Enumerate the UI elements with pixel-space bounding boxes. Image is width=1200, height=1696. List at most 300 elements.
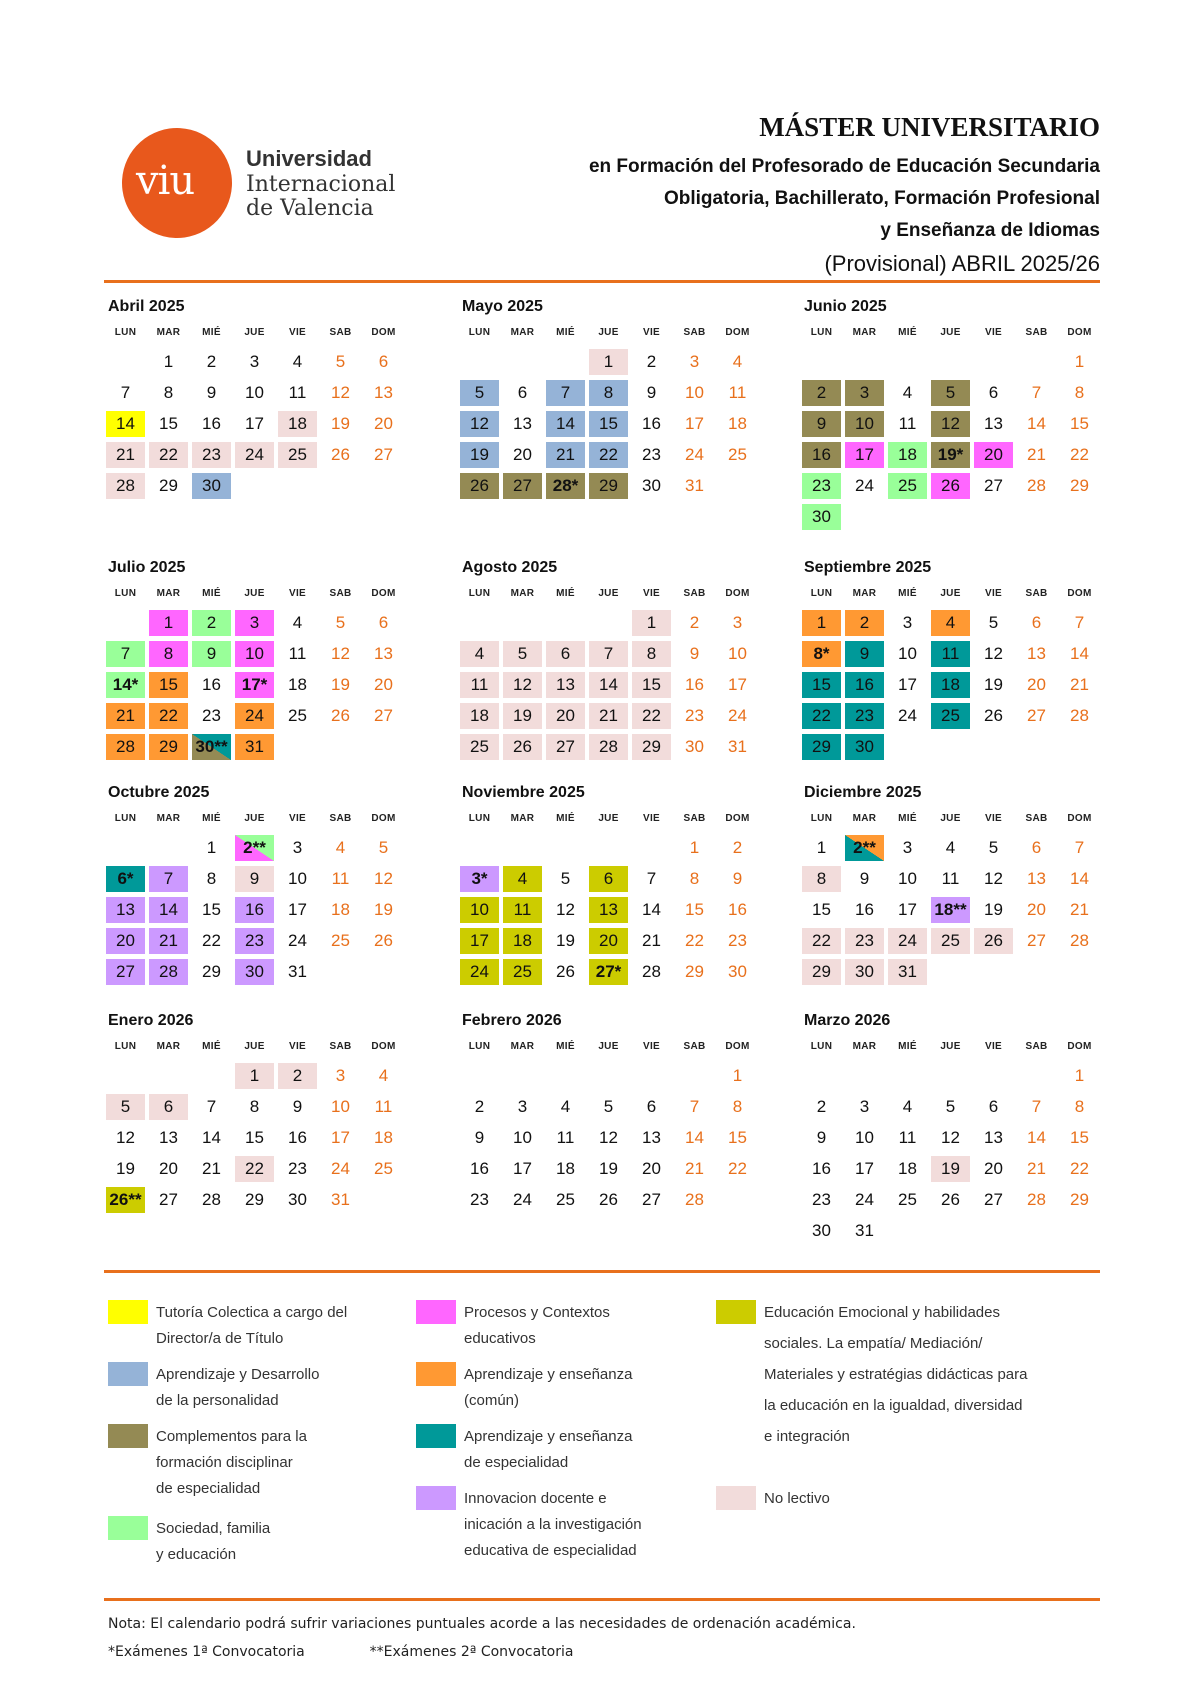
- day-number: 25: [503, 959, 542, 985]
- day-cell: [716, 377, 759, 408]
- day-cell: [458, 894, 501, 925]
- day-number: 9: [646, 382, 657, 402]
- legend-label: Aprendizaje y Desarrollo de la personalidad: [156, 1366, 320, 1409]
- day-cell: [587, 700, 630, 731]
- day-number: 24: [728, 705, 747, 725]
- day-cell: [929, 894, 972, 925]
- day-number: 6: [988, 1096, 999, 1116]
- day-number: 10: [235, 641, 274, 667]
- day-cell: [544, 1153, 587, 1184]
- legend-label: Aprendizaje y enseñanza de especialidad: [464, 1428, 633, 1471]
- day-number: 22: [1070, 444, 1089, 464]
- day-cell: [1015, 377, 1058, 408]
- week-row: [800, 1184, 1130, 1215]
- day-cell: [886, 439, 929, 470]
- day-cell: [501, 956, 544, 987]
- day-number: 23: [728, 930, 747, 950]
- day-number: 23: [812, 1189, 831, 1209]
- day-number: 23: [470, 1189, 489, 1209]
- day-number: 8: [1074, 382, 1085, 402]
- day-number: 2**: [845, 835, 884, 861]
- day-cell: [319, 439, 362, 470]
- day-cell: [319, 1091, 362, 1122]
- day-number: 28: [1027, 1189, 1046, 1209]
- day-number: 11: [503, 897, 542, 923]
- month-2: [800, 296, 1130, 532]
- day-number: 25: [556, 1189, 575, 1209]
- day-number: 5: [378, 837, 389, 857]
- day-number: 13: [589, 897, 628, 923]
- day-cell: [972, 700, 1015, 731]
- day-cell: [319, 731, 362, 762]
- day-cell: [147, 638, 190, 669]
- day-cell: [1015, 1153, 1058, 1184]
- day-cell: [587, 1153, 630, 1184]
- week-row: [800, 925, 1130, 956]
- legend-label: Tutoría Colectica a cargo del Director/a de Título: [156, 1304, 348, 1347]
- day-number: 23: [642, 444, 661, 464]
- week-row: [458, 470, 788, 501]
- day-cell: [276, 470, 319, 501]
- day-cell: [190, 1091, 233, 1122]
- day-number: 6: [1031, 837, 1042, 857]
- day-number: 4: [378, 1065, 389, 1085]
- week-row: [458, 439, 788, 470]
- day-number: 4: [292, 351, 303, 371]
- day-number: 4: [560, 1096, 571, 1116]
- day-cell: [233, 925, 276, 956]
- week-row: [458, 1184, 788, 1215]
- day-cell: [886, 501, 929, 532]
- day-cell: [544, 1122, 587, 1153]
- day-cell: [362, 1091, 405, 1122]
- exam-notes: [108, 1638, 856, 1666]
- day-number: 9: [192, 641, 231, 667]
- weekday-header: [458, 1032, 788, 1060]
- day-cell: [362, 408, 405, 439]
- month-name: Mayo 2025: [462, 298, 543, 315]
- day-number: 3: [335, 1065, 346, 1085]
- day-cell: [190, 894, 233, 925]
- day-cell: [319, 346, 362, 377]
- week-row: [800, 470, 1130, 501]
- day-cell: [673, 669, 716, 700]
- day-number: 5: [603, 1096, 614, 1116]
- day-cell: [886, 863, 929, 894]
- day-cell: [1015, 1060, 1058, 1091]
- day-number: 27: [984, 475, 1003, 495]
- weekday-header: [458, 579, 788, 607]
- university-logo: [122, 128, 396, 240]
- day-number: 20: [642, 1158, 661, 1178]
- day-cell: [972, 956, 1015, 987]
- day-number: 26: [941, 1189, 960, 1209]
- weekday-label: MIÉ: [202, 1040, 221, 1052]
- day-number: 2: [732, 837, 743, 857]
- day-number: 5: [988, 612, 999, 632]
- day-number: 18: [278, 411, 317, 437]
- day-cell: [501, 925, 544, 956]
- footnote: [108, 1610, 856, 1666]
- day-number: 3: [902, 837, 913, 857]
- week-row: [458, 408, 788, 439]
- day-number: 25: [888, 473, 927, 499]
- day-cell: [501, 832, 544, 863]
- day-cell: [1015, 439, 1058, 470]
- day-number: 7: [689, 1096, 700, 1116]
- day-cell: [972, 1091, 1015, 1122]
- day-cell: [362, 956, 405, 987]
- day-number: 2: [689, 612, 700, 632]
- weekday-header: [800, 579, 1130, 607]
- day-number: 21: [546, 442, 585, 468]
- day-number: 2: [845, 610, 884, 636]
- day-cell: [362, 731, 405, 762]
- day-number: 4: [335, 837, 346, 857]
- day-cell: [843, 408, 886, 439]
- day-number: 24: [331, 1158, 350, 1178]
- day-number: 19: [331, 674, 350, 694]
- legend-label: Procesos y Contextos educativos: [464, 1304, 610, 1347]
- weekday-header: [800, 318, 1130, 346]
- weekday-label: JUE: [598, 587, 619, 599]
- day-cell: [1058, 925, 1101, 956]
- day-cell: [147, 956, 190, 987]
- month-name: Abril 2025: [108, 298, 185, 315]
- day-cell: [886, 832, 929, 863]
- day-cell: [190, 863, 233, 894]
- day-cell: [886, 731, 929, 762]
- day-number: 20: [546, 703, 585, 729]
- day-cell: [630, 439, 673, 470]
- day-cell: [190, 1060, 233, 1091]
- day-number: 20: [984, 1158, 1003, 1178]
- day-cell: [886, 1122, 929, 1153]
- day-cell: [587, 377, 630, 408]
- day-number: 18: [728, 413, 747, 433]
- legend-label: Innovacion docente e inicación a la investigación educativa de especialidad: [464, 1490, 642, 1559]
- weekday-label: MAR: [510, 812, 535, 824]
- day-cell: [587, 346, 630, 377]
- day-cell: [716, 1091, 759, 1122]
- day-cell: [929, 1060, 972, 1091]
- day-cell: [544, 439, 587, 470]
- day-cell: [362, 439, 405, 470]
- day-number: 11: [288, 382, 307, 402]
- day-number: 3: [292, 837, 303, 857]
- day-cell: [362, 638, 405, 669]
- weekday-label: MIÉ: [556, 326, 575, 338]
- day-number: 17: [845, 442, 884, 468]
- day-number: 31: [331, 1189, 350, 1209]
- day-number: 11: [898, 1127, 917, 1147]
- day-cell: [1058, 1215, 1101, 1246]
- day-cell: [190, 731, 233, 762]
- week-row: [104, 638, 434, 669]
- day-number: 22: [728, 1158, 747, 1178]
- day-number: 27: [374, 444, 393, 464]
- day-number: 26**: [106, 1187, 145, 1213]
- day-cell: [501, 1184, 544, 1215]
- day-cell: [929, 346, 972, 377]
- day-cell: [1058, 731, 1101, 762]
- day-cell: [501, 863, 544, 894]
- month-8: [800, 782, 1130, 987]
- day-number: 22: [802, 928, 841, 954]
- day-cell: [544, 638, 587, 669]
- day-number: 25: [931, 928, 970, 954]
- day-cell: [843, 607, 886, 638]
- day-cell: [886, 408, 929, 439]
- day-cell: [104, 863, 147, 894]
- day-number: 30: [845, 959, 884, 985]
- day-number: 19: [599, 1158, 618, 1178]
- day-cell: [587, 832, 630, 863]
- day-number: 6: [589, 866, 628, 892]
- day-number: 3: [859, 1096, 870, 1116]
- day-number: 15: [632, 672, 671, 698]
- day-number: 19: [116, 1158, 135, 1178]
- day-cell: [800, 731, 843, 762]
- day-number: 1: [816, 837, 827, 857]
- day-cell: [1058, 501, 1101, 532]
- week-row: [458, 669, 788, 700]
- weekday-label: DOM: [371, 587, 396, 599]
- week-row: [104, 1122, 434, 1153]
- day-number: 20: [513, 444, 532, 464]
- day-number: 1: [689, 837, 700, 857]
- day-cell: [458, 863, 501, 894]
- day-cell: [190, 1122, 233, 1153]
- divider-top: [104, 280, 1100, 283]
- day-number: 8: [163, 382, 174, 402]
- day-cell: [886, 470, 929, 501]
- day-cell: [147, 377, 190, 408]
- day-number: 23: [192, 442, 231, 468]
- day-cell: [1015, 607, 1058, 638]
- day-cell: [800, 346, 843, 377]
- day-cell: [587, 925, 630, 956]
- day-cell: [587, 1122, 630, 1153]
- day-cell: [458, 638, 501, 669]
- weekday-label: DOM: [725, 587, 750, 599]
- day-cell: [544, 863, 587, 894]
- legend-swatch: [416, 1486, 456, 1510]
- day-number: 1: [163, 351, 174, 371]
- day-number: 13: [513, 413, 532, 433]
- day-number: 21: [202, 1158, 221, 1178]
- week-row: [800, 439, 1130, 470]
- day-number: 21: [106, 442, 145, 468]
- day-number: 16: [642, 413, 661, 433]
- day-cell: [673, 439, 716, 470]
- day-cell: [929, 377, 972, 408]
- day-number: 29: [802, 734, 841, 760]
- weekday-label: SAB: [683, 1040, 706, 1052]
- week-row: [800, 731, 1130, 762]
- day-cell: [1058, 1060, 1101, 1091]
- day-number: 13: [159, 1127, 178, 1147]
- day-cell: [800, 1060, 843, 1091]
- legend-swatch: [108, 1516, 148, 1540]
- day-number: 30**: [192, 734, 231, 760]
- day-cell: [458, 470, 501, 501]
- day-cell: [886, 638, 929, 669]
- day-cell: [544, 1184, 587, 1215]
- legend-label: Complementos para la formación disciplinar de especialidad: [156, 1428, 307, 1497]
- day-cell: [673, 607, 716, 638]
- day-cell: [319, 925, 362, 956]
- day-number: 10: [245, 382, 264, 402]
- day-cell: [104, 956, 147, 987]
- week-row: [458, 607, 788, 638]
- day-number: 2: [192, 610, 231, 636]
- weekday-header: [800, 804, 1130, 832]
- day-cell: [501, 638, 544, 669]
- day-number: 16: [685, 674, 704, 694]
- day-cell: [319, 832, 362, 863]
- legend-swatch: [716, 1300, 756, 1324]
- calendar-status: (Provisional) ABRIL 2025/26: [824, 251, 1100, 276]
- day-number: 10: [513, 1127, 532, 1147]
- month-name: Septiembre 2025: [804, 559, 932, 576]
- day-cell: [1015, 700, 1058, 731]
- day-number: 20: [159, 1158, 178, 1178]
- day-number: 6: [378, 351, 389, 371]
- weekday-label: MIÉ: [898, 326, 917, 338]
- day-number: 16: [470, 1158, 489, 1178]
- day-number: 22: [235, 1156, 274, 1182]
- day-number: 24: [513, 1189, 532, 1209]
- day-cell: [362, 925, 405, 956]
- day-cell: [972, 1122, 1015, 1153]
- day-number: 3: [249, 351, 260, 371]
- week-row: [458, 1060, 788, 1091]
- weekday-header: [104, 579, 434, 607]
- day-cell: [716, 925, 759, 956]
- day-number: 25: [331, 930, 350, 950]
- day-number: 28: [106, 734, 145, 760]
- day-number: 11: [460, 672, 499, 698]
- day-number: 1: [802, 610, 841, 636]
- day-number: 1: [632, 610, 671, 636]
- day-number: 22: [202, 930, 221, 950]
- day-number: 7: [106, 641, 145, 667]
- day-number: 4: [931, 610, 970, 636]
- day-cell: [929, 1215, 972, 1246]
- legend-label: Sociedad, familia y educación: [156, 1520, 271, 1563]
- day-number: 31: [855, 1220, 874, 1240]
- day-cell: [972, 894, 1015, 925]
- day-number: 10: [460, 897, 499, 923]
- day-cell: [843, 1215, 886, 1246]
- day-cell: [716, 408, 759, 439]
- day-number: 13: [1027, 643, 1046, 663]
- week-row: [800, 1153, 1130, 1184]
- day-number: 28: [149, 959, 188, 985]
- week-row: [104, 346, 434, 377]
- day-number: 17: [288, 899, 307, 919]
- day-number: 3: [845, 380, 884, 406]
- weekday-label: JUE: [598, 326, 619, 338]
- day-cell: [929, 925, 972, 956]
- day-number: 8: [149, 641, 188, 667]
- day-cell: [276, 439, 319, 470]
- day-number: 31: [235, 734, 274, 760]
- day-cell: [233, 894, 276, 925]
- day-cell: [276, 1122, 319, 1153]
- weekday-label: MAR: [852, 587, 877, 599]
- day-number: 18: [898, 1158, 917, 1178]
- day-number: 5: [335, 351, 346, 371]
- day-cell: [630, 925, 673, 956]
- day-cell: [319, 1184, 362, 1215]
- day-cell: [630, 346, 673, 377]
- day-cell: [972, 607, 1015, 638]
- day-cell: [972, 1215, 1015, 1246]
- day-cell: [319, 607, 362, 638]
- weekday-label: JUE: [244, 587, 265, 599]
- day-number: 29: [1070, 1189, 1089, 1209]
- day-cell: [319, 1122, 362, 1153]
- day-number: 17: [855, 1158, 874, 1178]
- day-number: 16: [812, 1158, 831, 1178]
- day-cell: [716, 439, 759, 470]
- day-cell: [1015, 669, 1058, 700]
- day-number: 18: [288, 674, 307, 694]
- day-cell: [972, 832, 1015, 863]
- day-cell: [104, 638, 147, 669]
- day-cell: [972, 501, 1015, 532]
- weekday-label: DOM: [1067, 812, 1092, 824]
- day-number: 29: [1070, 475, 1089, 495]
- day-cell: [276, 925, 319, 956]
- day-number: 7: [1074, 837, 1085, 857]
- day-cell: [233, 377, 276, 408]
- day-cell: [1015, 501, 1058, 532]
- day-number: 19*: [931, 442, 970, 468]
- day-number: 6: [1031, 612, 1042, 632]
- day-number: 11: [898, 413, 917, 433]
- day-cell: [276, 638, 319, 669]
- day-number: 15: [728, 1127, 747, 1147]
- day-cell: [716, 863, 759, 894]
- day-cell: [716, 956, 759, 987]
- day-cell: [673, 700, 716, 731]
- day-cell: [190, 346, 233, 377]
- day-number: 27*: [589, 959, 628, 985]
- day-number: 6: [149, 1094, 188, 1120]
- day-number: 7: [149, 866, 188, 892]
- day-cell: [501, 1153, 544, 1184]
- day-number: 19: [931, 1156, 970, 1182]
- day-number: 27: [984, 1189, 1003, 1209]
- weekday-label: SAB: [329, 326, 352, 338]
- week-row: [800, 1091, 1130, 1122]
- day-cell: [929, 501, 972, 532]
- day-cell: [929, 607, 972, 638]
- weekday-label: JUE: [244, 1040, 265, 1052]
- day-cell: [886, 1184, 929, 1215]
- day-cell: [630, 894, 673, 925]
- day-cell: [362, 470, 405, 501]
- day-cell: [886, 956, 929, 987]
- day-cell: [319, 470, 362, 501]
- weekday-label: JUE: [940, 326, 961, 338]
- day-number: 11: [941, 868, 960, 888]
- day-number: 1: [206, 837, 217, 857]
- day-number: 8: [732, 1096, 743, 1116]
